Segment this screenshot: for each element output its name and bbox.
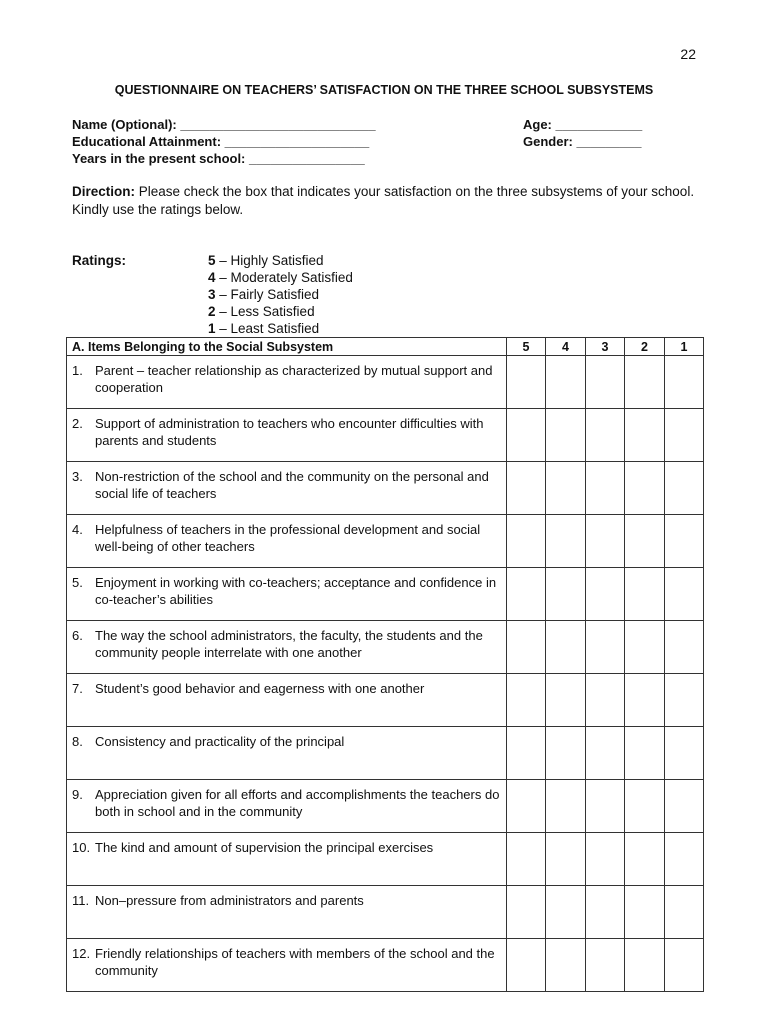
rating-description: – Fairly Satisfied [215,287,320,302]
rating-checkbox-3[interactable] [586,780,625,833]
item-text: Non-restriction of the school and the community on the personal and social life of teachers [95,469,489,501]
rating-checkbox-5[interactable] [507,939,546,992]
item-cell [67,462,507,515]
rating-value: 2 [208,304,216,319]
table-row [67,409,704,462]
rating-legend-item [208,252,353,269]
table-row [67,780,704,833]
name-field[interactable]: Name (Optional): ___________________________ [72,117,376,132]
rating-value: 1 [208,321,216,336]
page-title: QUESTIONNAIRE ON TEACHERS’ SATISFACTION ON THE THREE SCHOOL SUBSYSTEMS [114,83,654,97]
rating-checkbox-5[interactable] [507,886,546,939]
rating-checkbox-5[interactable] [507,833,546,886]
ratings-legend [208,252,353,337]
rating-checkbox-4[interactable] [546,780,586,833]
table-row [67,727,704,780]
scale-header-3: 3 [586,338,625,356]
rating-checkbox-5[interactable] [507,515,546,568]
item-number: 4. [72,522,83,537]
rating-value: 4 [208,270,216,285]
rating-checkbox-1[interactable] [665,727,704,780]
rating-checkbox-4[interactable] [546,727,586,780]
rating-checkbox-3[interactable] [586,356,625,409]
rating-checkbox-2[interactable] [625,727,665,780]
table-row [67,833,704,886]
rating-checkbox-2[interactable] [625,621,665,674]
item-text: Student’s good behavior and eagerness with one another [95,681,425,696]
item-cell [67,674,507,727]
item-cell [67,780,507,833]
item-text: Consistency and practicality of the principal [95,734,345,749]
rating-legend-item [208,269,353,286]
item-text: The kind and amount of supervision the principal exercises [95,840,434,855]
gender-field[interactable]: Gender: _________ [523,134,642,149]
item-cell [67,939,507,992]
rating-checkbox-3[interactable] [586,833,625,886]
rating-checkbox-1[interactable] [665,939,704,992]
rating-description: – Less Satisfied [215,304,315,319]
rating-checkbox-2[interactable] [625,833,665,886]
table-header-row [67,338,704,356]
rating-checkbox-4[interactable] [546,568,586,621]
rating-checkbox-3[interactable] [586,462,625,515]
item-text: Enjoyment in working with co-teachers; acceptance and confidence in co-teacher’s abilities [95,575,497,607]
item-number: 10. [72,840,91,855]
item-cell [67,727,507,780]
rating-checkbox-1[interactable] [665,462,704,515]
rating-checkbox-1[interactable] [665,409,704,462]
rating-checkbox-1[interactable] [665,356,704,409]
rating-checkbox-1[interactable] [665,621,704,674]
item-number: 1. [72,363,83,378]
item-number: 2. [72,416,83,431]
table-row [67,568,704,621]
rating-checkbox-2[interactable] [625,568,665,621]
table-row [67,621,704,674]
rating-checkbox-3[interactable] [586,727,625,780]
rating-checkbox-4[interactable] [546,356,586,409]
rating-checkbox-2[interactable] [625,515,665,568]
direction-text: Please check the box that indicates your satisfaction on the three subsystems of your school. Kindly use the ratings below. [72,184,695,217]
rating-checkbox-5[interactable] [507,462,546,515]
rating-checkbox-4[interactable] [546,886,586,939]
item-cell [67,409,507,462]
rating-checkbox-1[interactable] [665,674,704,727]
item-number: 6. [72,628,83,643]
questionnaire-table [66,337,704,992]
rating-checkbox-5[interactable] [507,568,546,621]
item-number: 11. [72,893,90,908]
rating-description: – Highly Satisfied [215,253,324,268]
item-number: 5. [72,575,83,590]
item-text: Helpfulness of teachers in the professional development and social well-being of other teachers [95,522,481,554]
rating-checkbox-4[interactable] [546,462,586,515]
rating-checkbox-3[interactable] [586,515,625,568]
item-text: Friendly relationships of teachers with members of the school and the community [95,946,495,978]
age-field[interactable]: Age: ____________ [523,117,643,132]
table-row [67,886,704,939]
rating-checkbox-4[interactable] [546,674,586,727]
scale-header-4: 4 [546,338,586,356]
rating-checkbox-2[interactable] [625,939,665,992]
direction-label: Direction: [72,184,136,199]
rating-checkbox-4[interactable] [546,939,586,992]
item-text: Appreciation given for all efforts and accomplishments the teachers do both in school and in the community [95,787,500,819]
item-text: Support of administration to teachers who encounter difficulties with parents and students [95,416,484,448]
rating-checkbox-5[interactable] [507,356,546,409]
rating-legend-item [208,303,353,320]
rating-legend-item [208,286,353,303]
rating-checkbox-5[interactable] [507,409,546,462]
rating-checkbox-2[interactable] [625,462,665,515]
item-number: 9. [72,787,83,802]
rating-checkbox-5[interactable] [507,727,546,780]
rating-checkbox-3[interactable] [586,568,625,621]
rating-checkbox-2[interactable] [625,356,665,409]
item-cell [67,356,507,409]
rating-checkbox-3[interactable] [586,939,625,992]
rating-checkbox-1[interactable] [665,780,704,833]
rating-checkbox-5[interactable] [507,621,546,674]
educational-attainment-field[interactable]: Educational Attainment: ____________________ [72,134,370,149]
rating-checkbox-4[interactable] [546,409,586,462]
rating-value: 5 [208,253,216,268]
rating-checkbox-4[interactable] [546,833,586,886]
rating-checkbox-5[interactable] [507,780,546,833]
item-cell [67,568,507,621]
rating-description: – Moderately Satisfied [215,270,353,285]
rating-checkbox-3[interactable] [586,886,625,939]
years-in-school-field[interactable]: Years in the present school: ________________ [72,151,365,166]
item-cell [67,833,507,886]
page-number: 22 [680,46,696,62]
item-text: Parent – teacher relationship as characterized by mutual support and cooperation [95,363,493,395]
item-number: 8. [72,734,83,749]
rating-checkbox-4[interactable] [546,515,586,568]
rating-checkbox-3[interactable] [586,674,625,727]
section-title: A. Items Belonging to the Social Subsystem [67,338,507,356]
table-row [67,674,704,727]
rating-checkbox-3[interactable] [586,621,625,674]
scale-header-5: 5 [507,338,546,356]
rating-checkbox-2[interactable] [625,674,665,727]
rating-value: 3 [208,287,216,302]
rating-legend-item [208,320,353,337]
rating-checkbox-1[interactable] [665,886,704,939]
rating-checkbox-2[interactable] [625,780,665,833]
rating-checkbox-5[interactable] [507,674,546,727]
item-cell [67,515,507,568]
item-text: Non–pressure from administrators and parents [95,893,364,908]
rating-checkbox-2[interactable] [625,409,665,462]
item-text: The way the school administrators, the faculty, the students and the community people interrelate with one another [95,628,483,660]
item-number: 3. [72,469,83,484]
table-row [67,462,704,515]
rating-checkbox-1[interactable] [665,515,704,568]
scale-header-1: 1 [665,338,704,356]
rating-description: – Least Satisfied [215,321,320,336]
table-row [67,356,704,409]
rating-checkbox-4[interactable] [546,621,586,674]
direction-paragraph [72,183,698,219]
item-cell [67,621,507,674]
table-row [67,515,704,568]
ratings-label: Ratings: [72,253,126,268]
item-number: 7. [72,681,83,696]
item-cell [67,886,507,939]
rating-checkbox-3[interactable] [586,409,625,462]
table-row [67,939,704,992]
rating-checkbox-1[interactable] [665,568,704,621]
rating-checkbox-2[interactable] [625,886,665,939]
rating-checkbox-1[interactable] [665,833,704,886]
item-number: 12. [72,946,91,961]
scale-header-2: 2 [625,338,665,356]
